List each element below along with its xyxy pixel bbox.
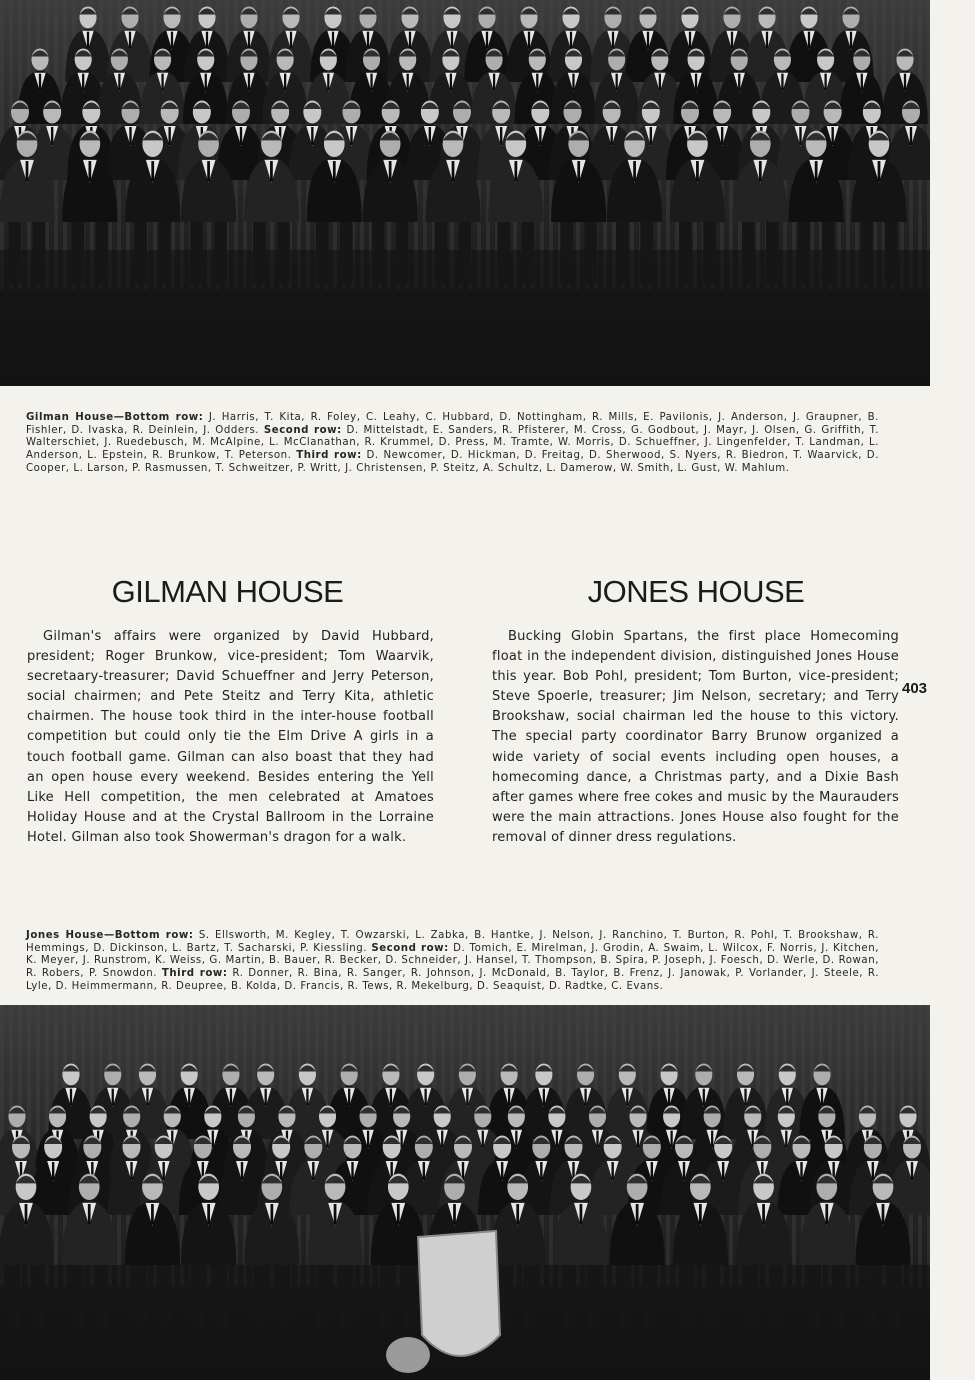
gilman-house-article: Gilman's affairs were organized by David Hubbard, president; Roger Brunkow, vice-president; Tom Waarvik, secretaary-treasurer; David Schueffner and Jerry Peterson, social chairmen; and Pete Steitz and Terry Kita, athletic chairmen. The house took third in the inter-house football competition but could only tie the Elm Drive A girls in a touch football game. Gilman can also boast that they had an open house every weekend. Besides entering the Yell Like Hell competition, the men celebrated at Amatoes Holiday House and at the Crystal Ballroom in the Lorraine Hotel. Gilman also took Showerman's dragon for a walk. xyxy=(27,629,434,845)
caption-second-row-label: Second row: xyxy=(263,424,342,436)
caption-third-row-label: Third row: xyxy=(296,449,362,461)
jones-house-article: Bucking Globin Spartans, the first place Homecoming float in the independent division, distinguished Jones House this year. Bob Pohl, president; Tom Burton, vice-president; Steve Spoerle, treasurer; Jim Nelson, secretary; and Terry Brookshaw, social chairman led the house to this victory. The special party coordinator Barry Brunow organized a wide variety of social events including open houses, a homecoming dance, a Christmas party, and a Dixie Bash after games where free cokes and music by the Maurauders were the main attractions. Jones House also fought for the removal of dinner dress regulations. xyxy=(492,629,899,845)
caption-bottom-row-names: J. Harris, T. Kita, R. Foley, C. Leahy, C. Hubbard, D. Nottingham, R. Mills, E. Pavilonis, J. Anderson, J. Graupner, B. Fishler, D. Ivaska, R. Deinlein, J. Odders. xyxy=(26,412,879,436)
jones-photo-figures xyxy=(0,1005,930,1380)
gilman-house-heading: GILMAN HOUSE xyxy=(111,574,344,609)
caption-second-row-names: D. Mittelstadt, E. Sanders, R. Pfisterer, M. Cross, G. Godbout, J. Mayr, J. Olsen, G. Griffith, T. Walterschiet, J. Ruedebusch, M. McAlpine, L. McClanathan, R. Krummel, D. Press, M. Tramte, W. Morris, D. Schueffner, J. Lingenfelder, T. Landman, L. Anderson, L. Epstein, R. Brunkow, T. Peterson. xyxy=(26,424,880,461)
gilman-photo-figures xyxy=(0,0,930,386)
jones-house-group-photo xyxy=(0,1005,930,1380)
gilman-photo-caption xyxy=(26,412,879,475)
gilman-house-group-photo xyxy=(0,0,930,386)
caption-second-row-label: Second row: xyxy=(371,942,449,954)
jones-house-heading: JONES HOUSE xyxy=(587,574,805,609)
page-number: 403 xyxy=(902,680,928,697)
caption-title: Jones House—Bottom row: xyxy=(26,930,194,942)
caption-second-row-names: D. Tomich, E. Mirelman, J. Grodin, A. Swaim, L. Wilcox, F. Norris, J. Kitchen, K. Meyer, J. Runstrom, K. Weiss, G. Martin, B. Bauer, R. Becker, D. Schneider, J. Hansel, T. Thompson, B. Spira, P. Joseph, J. Foesch, D. Werle, D. Rowan, R. Robers, P. Snowdon. xyxy=(26,942,879,979)
caption-third-row-names: R. Donner, R. Bina, R. Sanger, R. Johnson, J. McDonald, B. Taylor, B. Frenz, J. Janowak, P. Vorlander, J. Steele, R. Lyle, D. Heimmermann, R. Deupree, B. Kolda, D. Francis, R. Tews, R. Mekelburg, D. Seaquist, D. Radtke, C. Evans. xyxy=(26,967,879,992)
caption-title: Gilman House—Bottom row: xyxy=(26,412,204,424)
jones-photo-caption xyxy=(26,930,879,993)
caption-third-row-names: D. Newcomer, D. Hickman, D. Freitag, D. Sherwood, S. Nyers, R. Biedron, T. Waarvick, D. Cooper, L. Larson, P. Rasmussen, T. Schweitzer, P. Writt, J. Christensen, P. Steitz, A. Schultz, L. Damerow, W. Smith, L. Gust, W. Mahlum. xyxy=(26,449,879,474)
caption-third-row-label: Third row: xyxy=(161,967,228,979)
caption-bottom-row-names: S. Ellsworth, M. Kegley, T. Owzarski, L. Zabka, B. Hantke, J. Nelson, J. Ranchino, T. Burton, R. Pohl, T. Brookshaw, R. Hemmings, D. Dickinson, L. Bartz, T. Sacharski, P. Kiessling. xyxy=(26,930,879,954)
